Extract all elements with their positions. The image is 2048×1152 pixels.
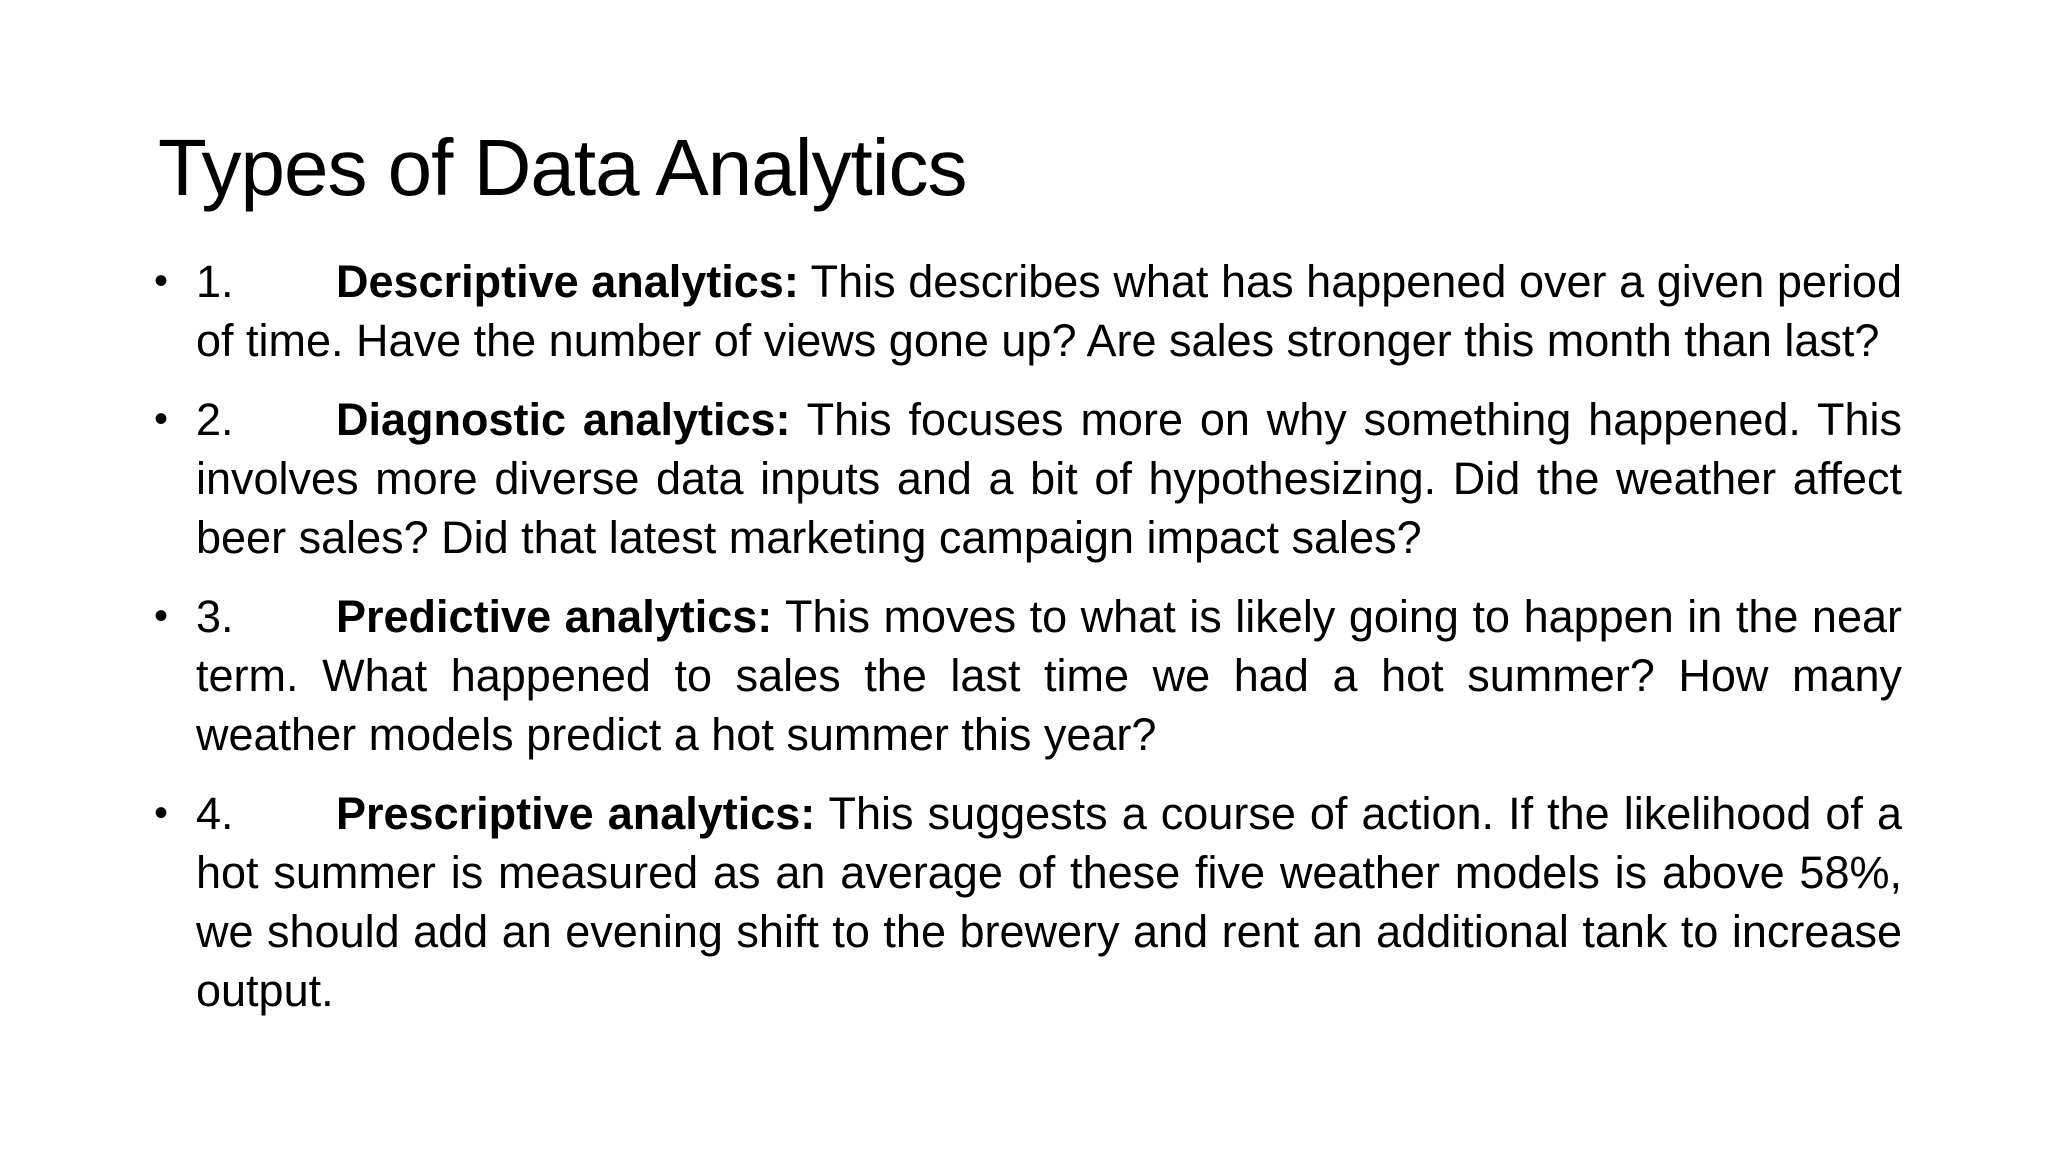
list-item-diagnostic	[150, 390, 1902, 567]
bullet-icon: •	[154, 397, 169, 441]
item-number: 1.	[196, 256, 234, 307]
list-item-predictive	[150, 587, 1902, 764]
item-text: This moves to what is likely going to happen in the near term. What happened to sales the last time we had a hot summer? How many weather models predict a hot summer this year?	[196, 591, 1902, 760]
bullet-icon: •	[154, 594, 169, 638]
item-term: Descriptive analytics:	[336, 256, 799, 307]
item-number: 2.	[196, 394, 234, 445]
item-number: 3.	[196, 591, 234, 642]
item-text: This focuses more on why something happened. This involves more diverse data inputs and a bit of hypothesizing. Did the weather affect beer sales? Did that latest marketing campaign impact sales?	[196, 394, 1902, 563]
bullet-list	[150, 252, 1902, 1040]
item-number: 4.	[196, 788, 234, 839]
item-term: Diagnostic analytics:	[336, 394, 791, 445]
item-term: Predictive analytics:	[336, 591, 773, 642]
list-item-descriptive	[150, 252, 1902, 370]
slide-title: Types of Data Analytics	[158, 123, 967, 212]
bullet-icon: •	[154, 791, 169, 835]
item-term: Prescriptive analytics:	[336, 788, 816, 839]
list-item-prescriptive	[150, 784, 1902, 1020]
bullet-icon: •	[154, 259, 169, 303]
item-text: This describes what has happened over a given period of time. Have the number of views gone up? Are sales stronger this month than last?	[196, 256, 1902, 366]
item-text: This suggests a course of action. If the likelihood of a hot summer is measured as an average of these five weather models is above 58%, we should add an evening shift to the brewery and rent an additional tank to increase output.	[196, 788, 1902, 1016]
